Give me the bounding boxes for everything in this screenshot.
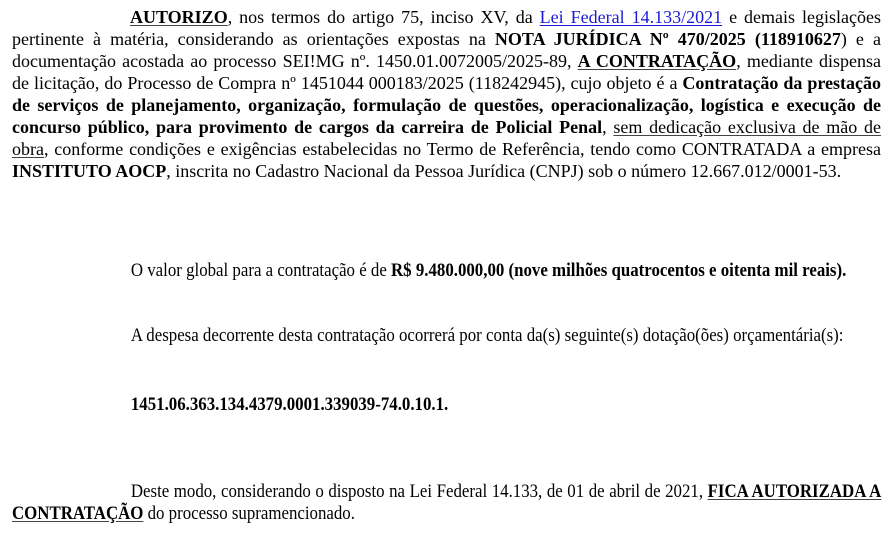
text-segment: , mediante dispensa de licitação, do Processo de Compra nº 1451044 000183/2025 (118242945), cujo objeto é a [12, 51, 881, 93]
text-segment: Deste modo, considerando o disposto na Lei Federal 14.133, de 01 de abril de 2021, [130, 481, 708, 502]
text-segment: , [602, 117, 614, 137]
paragraph-budget-line [12, 394, 881, 416]
sem-dedicacao: sem dedicação exclusiva de mão de obra [12, 117, 881, 159]
text-segment: , nos termos do artigo 75, inciso XV, da [227, 7, 540, 27]
fica-autorizada: FICA AUTORIZADA A CONTRATAÇÃO [12, 481, 882, 524]
paragraph-expense [12, 325, 881, 347]
paragraph-conclusion [12, 481, 881, 525]
text-segment: e demais legislações pertinente à matéria, considerando as orientações expostas na [12, 7, 881, 49]
text-segment: A despesa decorrente desta contratação ocorrerá por conta da(s) seguinte(s) dotação(ões) orçamentária(s): [130, 325, 844, 346]
text-segment: , conforme condições e exigências estabelecidas no Termo de Referência, tendo como CONTRATADA a empresa [43, 139, 881, 159]
autorizo-heading: AUTORIZO [130, 7, 228, 27]
paragraph-authorization [12, 6, 881, 182]
a-contratacao: A CONTRATAÇÃO [577, 51, 737, 71]
text-segment: ) e a documentação acostada ao processo SEI!MG nº. 1450.01.0072005/2025-89, [12, 29, 881, 71]
text-segment: do processo supramencionado. [143, 503, 355, 524]
nota-juridica: NOTA JURÍDICA Nº 470/2025 (118910627 [494, 29, 841, 49]
budget-allocation: 1451.06.363.134.4379.0001.339039-74.0.10.1. [130, 394, 449, 415]
law-link[interactable]: Lei Federal 14.133/2021 [539, 7, 723, 27]
text-segment: O valor global para a contratação é de [130, 260, 392, 281]
contract-object: Contratação da prestação de serviços de planejamento, organização, formulação de questões, operacionalização, logística e execução de concurso público, para provimento de cargos da carreira de Policial Penal [12, 73, 881, 137]
global-value: R$ 9.480.000,00 (nove milhões quatrocentos e oitenta mil reais). [391, 260, 847, 281]
text-segment: , inscrita no Cadastro Nacional da Pessoa Jurídica (CNPJ) sob o número 12.667.012/0001-53. [166, 161, 842, 181]
paragraph-value [12, 260, 881, 282]
company-name: INSTITUTO AOCP [12, 161, 167, 181]
